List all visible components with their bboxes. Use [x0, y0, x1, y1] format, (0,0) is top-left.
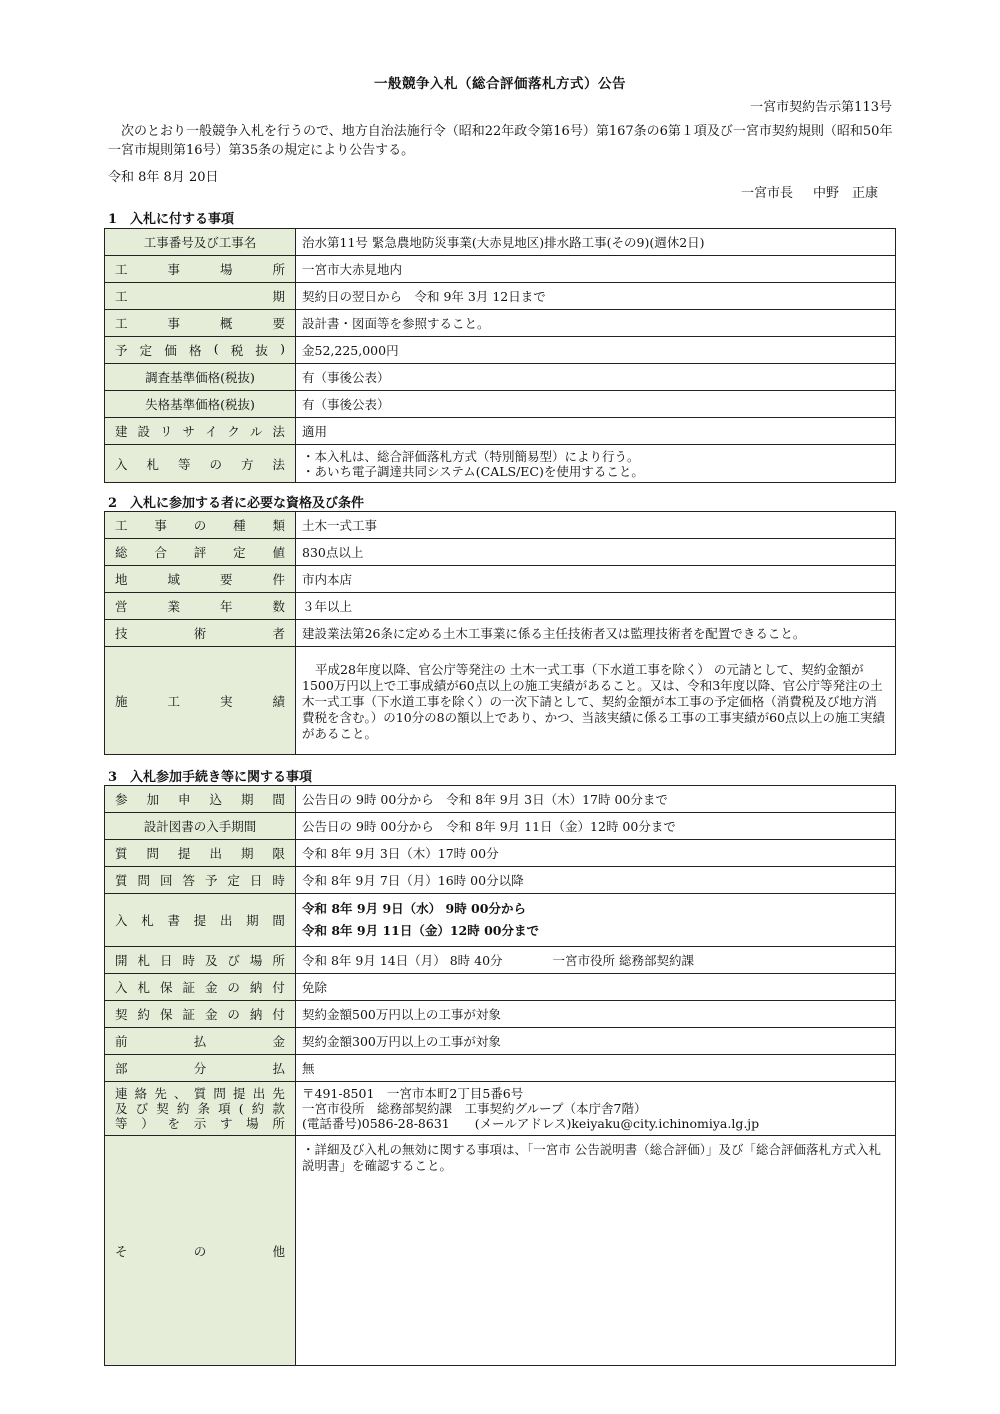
row-value: 契約金額500万円以上の工事が対象 — [296, 1001, 896, 1028]
label-char: 先 — [154, 1086, 167, 1101]
label-char: 所 — [272, 262, 285, 277]
row-label — [105, 256, 296, 283]
label-char: サ — [182, 424, 195, 439]
table-row — [105, 1082, 896, 1136]
label-char: ( — [213, 341, 219, 356]
label-char: 間 — [272, 792, 285, 807]
label-char: 術 — [193, 626, 207, 641]
label-char: 前 — [115, 1034, 128, 1049]
label-char: 要 — [219, 572, 233, 587]
row-label — [105, 283, 296, 310]
label-char: 期 — [246, 913, 259, 928]
label-char: 払 — [272, 1061, 285, 1076]
row-value: 一宮市大赤見地内 — [296, 256, 896, 283]
row-value: 免除 — [296, 974, 896, 1001]
label-char: 工 — [115, 262, 128, 277]
row-value: 令和 8年 9月 14日（月） 8時 40分 一宮市役所 総務部契約課 — [296, 947, 896, 974]
label-char: 先 — [272, 1086, 285, 1101]
row-value: 令和 8年 9月 7日（月）16時 00分以降 — [296, 867, 896, 894]
label-char: 入 — [115, 456, 128, 472]
label-text — [115, 1086, 285, 1101]
row-label — [105, 947, 296, 974]
label-char: の — [193, 518, 207, 533]
row-label — [105, 1028, 296, 1055]
row-label — [105, 786, 296, 813]
label-char: 施 — [115, 693, 128, 709]
method-line-2: ・あいち電子調達共同システム(CALS/EC)を使用すること。 — [302, 463, 644, 479]
label-char: 約 — [137, 1007, 150, 1022]
label-char: 事 — [154, 518, 167, 533]
label-text — [115, 844, 285, 862]
label-text — [115, 422, 285, 440]
label-text — [115, 911, 285, 929]
row-label — [105, 445, 296, 483]
row-value: 公告日の 9時 00分から 令和 8年 9月 3日（木）17時 00分まで — [296, 786, 896, 813]
label-char: 提 — [233, 1086, 246, 1101]
row-label — [105, 647, 296, 755]
row-label — [105, 593, 296, 620]
row-label — [105, 974, 296, 1001]
label-char: 契 — [156, 1101, 169, 1116]
label-char: 証 — [182, 1007, 195, 1022]
label-char: ) — [280, 341, 285, 356]
row-label — [105, 566, 296, 593]
table-row — [105, 620, 896, 647]
label-char: 種 — [233, 518, 246, 533]
table-row — [105, 364, 896, 391]
label-text — [115, 1101, 285, 1116]
label-char: 納 — [249, 980, 263, 995]
row-value: 有（事後公表） — [296, 364, 896, 391]
label-char: 込 — [209, 792, 222, 807]
table-row — [105, 566, 896, 593]
table-row — [105, 894, 896, 947]
row-value: 建設業法第26条に定める土木工事業に係る主任技術者又は監理技術者を配置できること。 — [296, 620, 896, 647]
label-char: 札 — [141, 913, 154, 928]
row-label — [105, 894, 296, 947]
row-value: 土木一式工事 — [296, 512, 896, 539]
label-char: 提 — [177, 846, 191, 861]
row-label — [105, 867, 296, 894]
label-char: 参 — [115, 792, 128, 807]
label-char: 定 — [227, 873, 240, 888]
label-char: 出 — [252, 1086, 266, 1101]
label-char: 年 — [219, 599, 233, 614]
label-char: ル — [249, 424, 263, 439]
label-char: 日 — [159, 953, 173, 968]
mayor-signature — [741, 182, 878, 201]
row-label — [105, 512, 296, 539]
label-char: 金 — [272, 1034, 285, 1049]
label-char: 設 — [137, 424, 150, 439]
label-text — [115, 1032, 285, 1050]
mayor-title: 一宮市長 — [740, 186, 793, 201]
label-char: 類 — [272, 518, 285, 533]
label-char: を — [167, 1116, 180, 1131]
label-char: 証 — [182, 980, 195, 995]
label-char: の — [209, 456, 222, 472]
label-char: 法 — [272, 456, 285, 472]
row-label — [105, 620, 296, 647]
row-value: 市内本店 — [296, 566, 896, 593]
row-label — [105, 310, 296, 337]
label-char: 要 — [272, 316, 285, 331]
row-value: 令和 8年 9月 3日（木）17時 00分 — [296, 840, 896, 867]
label-char: 問 — [213, 1086, 226, 1101]
label-char: 場 — [219, 262, 233, 277]
label-char: 入 — [115, 980, 128, 995]
label-text — [115, 570, 285, 588]
row-value: 金52,225,000円 — [296, 337, 896, 364]
label-char: 評 — [193, 545, 207, 560]
row-value: 有（事後公表） — [296, 391, 896, 418]
label-char: 定 — [139, 343, 153, 358]
label-char: び — [135, 1101, 149, 1116]
label-char: 分 — [193, 1061, 207, 1076]
section-2-table — [104, 511, 896, 755]
label-char: ク — [227, 424, 240, 439]
label-char: 札 — [137, 953, 150, 968]
notice-number: 一宮市契約告示第113号 — [750, 100, 892, 115]
table-row — [105, 647, 896, 755]
row-label: 設計図書の入手期間 — [105, 813, 296, 840]
label-char: 開 — [115, 953, 128, 968]
table-row — [105, 867, 896, 894]
row-value: ３年以上 — [296, 593, 896, 620]
label-char: 間 — [272, 913, 285, 928]
label-char: 工 — [115, 316, 128, 331]
row-value: 適用 — [296, 418, 896, 445]
label-char: 回 — [159, 873, 173, 888]
label-char: 質 — [115, 873, 128, 888]
row-value: ・詳細及び入札の無効に関する事項は、「一宮市 公告説明書（総合評価）」及び「総合評価落札方式入札説明書」を確認すること。 — [296, 1136, 896, 1366]
label-char: 提 — [193, 913, 207, 928]
section-3-heading: 3 入札参加手続き等に関する事項 — [108, 770, 313, 785]
table-row — [105, 310, 896, 337]
table-row — [105, 1028, 896, 1055]
label-char: 合 — [154, 545, 167, 560]
table-row — [105, 418, 896, 445]
label-text — [115, 260, 285, 278]
label-char: 方 — [240, 456, 254, 472]
label-char: 出 — [209, 846, 222, 861]
label-char: 格 — [189, 343, 202, 358]
bid-period-start: 令和 8年 9月 9日（水） 9時 00分から — [302, 901, 526, 916]
row-value — [296, 445, 896, 483]
label-char: 総 — [115, 545, 128, 560]
label-char: 入 — [115, 913, 128, 928]
contact-address: 〒491-8501 一宮市本町2丁目5番6号 — [302, 1086, 524, 1101]
label-char: 款 — [272, 1101, 285, 1116]
label-char: 予 — [204, 873, 218, 888]
label-char: 者 — [272, 626, 285, 641]
label-text — [115, 951, 285, 969]
table-row — [105, 813, 896, 840]
section-1-table — [104, 228, 896, 483]
label-char: 所 — [272, 1116, 285, 1131]
table-row — [105, 256, 896, 283]
label-char: 条 — [197, 1101, 211, 1116]
row-value: 830点以上 — [296, 539, 896, 566]
label-char: 質 — [193, 1086, 207, 1101]
label-char: 時 — [272, 873, 285, 888]
label-char: 払 — [193, 1034, 207, 1049]
contact-office: 一宮市役所 総務部契約課 工事契約グループ（本庁舎7階） — [302, 1101, 647, 1116]
label-char: 実 — [219, 693, 233, 709]
table-row — [105, 337, 896, 364]
label-char: 約 — [251, 1101, 265, 1116]
table-row — [105, 947, 896, 974]
label-char: 事 — [167, 262, 180, 277]
label-char: 金 — [204, 1007, 218, 1022]
section-1-heading: 1 入札に付する事項 — [108, 212, 235, 227]
label-char: 答 — [182, 873, 195, 888]
notice-date: 令和 8年 8月 20日 — [108, 170, 219, 185]
label-char: 申 — [177, 792, 191, 807]
label-char: 概 — [219, 316, 233, 331]
label-char: ） — [141, 1116, 154, 1131]
label-char: 等 — [115, 1116, 128, 1131]
label-char: の — [193, 1243, 207, 1259]
label-char: 場 — [249, 953, 263, 968]
table-row — [105, 283, 896, 310]
label-char: 法 — [272, 424, 285, 439]
row-value: 無 — [296, 1055, 896, 1082]
label-char: 技 — [115, 626, 128, 641]
table-row — [105, 840, 896, 867]
label-text — [115, 455, 285, 473]
table-row — [105, 1136, 896, 1366]
row-value: 公告日の 9時 00分から 令和 8年 9月 11日（金）12時 00分まで — [296, 813, 896, 840]
label-char: 所 — [272, 953, 285, 968]
label-char: 絡 — [134, 1086, 148, 1101]
row-label — [105, 1055, 296, 1082]
table-row — [105, 593, 896, 620]
label-text — [115, 1242, 285, 1260]
label-char: 金 — [204, 980, 218, 995]
label-char: イ — [204, 424, 218, 439]
label-char: 部 — [115, 1061, 128, 1076]
label-text — [115, 790, 285, 808]
label-text — [115, 516, 285, 534]
label-char: 札 — [137, 980, 150, 995]
row-value: 設計書・図面等を参照すること。 — [296, 310, 896, 337]
table-row — [105, 445, 896, 483]
section-3-table — [104, 785, 896, 1366]
label-char: 及 — [115, 1101, 128, 1116]
label-char: 納 — [249, 1007, 263, 1022]
row-value — [296, 1082, 896, 1136]
label-char: 工 — [115, 518, 128, 533]
label-char: 書 — [167, 913, 180, 928]
label-text — [115, 624, 285, 642]
table-row — [105, 512, 896, 539]
label-char: 問 — [137, 873, 150, 888]
label-char: 業 — [167, 599, 180, 614]
label-char: 価 — [164, 343, 177, 358]
label-text — [115, 314, 285, 332]
table-row — [105, 1055, 896, 1082]
label-char: 付 — [272, 980, 285, 995]
label-char: 連 — [115, 1086, 128, 1101]
row-label — [105, 840, 296, 867]
label-text — [115, 543, 285, 561]
label-char: 抜 — [255, 343, 268, 358]
label-char: 時 — [182, 953, 195, 968]
label-char: 数 — [272, 599, 285, 614]
label-char: そ — [115, 1243, 128, 1259]
label-char: 工 — [167, 693, 180, 709]
label-text — [115, 871, 285, 889]
label-char: 加 — [146, 792, 159, 807]
label-text — [115, 287, 285, 305]
label-char: 保 — [159, 980, 173, 995]
notice-title: 一般競争入札（総合評価落札方式）公告 — [374, 76, 626, 92]
label-char: 他 — [272, 1243, 285, 1259]
label-text — [115, 341, 285, 359]
table-row — [105, 974, 896, 1001]
label-text — [115, 978, 285, 996]
label-char: 期 — [240, 846, 254, 861]
label-char: 域 — [167, 572, 180, 587]
label-char: 事 — [167, 316, 180, 331]
label-char: 日 — [249, 873, 263, 888]
label-char: 及 — [204, 953, 218, 968]
label-char: 付 — [272, 1007, 285, 1022]
row-label: 失格基準価格(税抜) — [105, 391, 296, 418]
method-line-1: ・本入札は、総合評価落札方式（特別簡易型）により行う。 — [302, 448, 640, 464]
label-char: 工 — [115, 289, 128, 304]
label-char: 場 — [246, 1116, 259, 1131]
intro-text: 次のとおり一般競争入札を行うので、地方自治法施行令（昭和22年政令第16号）第167条の6第１項及び一宮市契約規則（昭和50年一宮市規則第16号）第35条の規定により公告する。 — [108, 124, 893, 158]
label-char: 営 — [115, 599, 128, 614]
label-char: す — [219, 1116, 233, 1131]
label-text — [115, 597, 285, 615]
label-text — [115, 692, 285, 710]
row-value: 平成28年度以降、官公庁等発注の 土木一式工事（下水道工事を除く） の元請として、契約金額が1500万円以上で工事成績が60点以上の施工実績があること。又は、令和3年度以降、官公庁等発注の土木一式工事（下水道工事を除く）の一次下請として、契約金額が本工事の予定価格（消費税及び地方消費税を含む。）の10分の8の額以上であり、かつ、当該実績に係る工事の工事実績が60点以上の施工実績があること。 — [296, 647, 896, 755]
label-char: ( — [238, 1101, 244, 1116]
row-label — [105, 1136, 296, 1366]
label-char: 限 — [272, 846, 285, 861]
label-char: 績 — [272, 693, 285, 709]
label-char: 税 — [230, 343, 244, 358]
label-char: 等 — [177, 456, 191, 472]
label-char: の — [227, 980, 240, 995]
label-char: 保 — [159, 1007, 173, 1022]
label-char: 値 — [272, 545, 285, 560]
label-char: び — [227, 953, 240, 968]
label-char: 契 — [115, 1007, 128, 1022]
label-char: リ — [159, 424, 173, 439]
label-char: 問 — [146, 846, 159, 861]
table-row — [105, 786, 896, 813]
table-row — [105, 539, 896, 566]
label-char: 示 — [193, 1116, 207, 1131]
row-value: 治水第11号 緊急農地防災事業(大赤見地区)排水路工事(その9)(週休2日) — [296, 229, 896, 256]
row-label — [105, 418, 296, 445]
label-char: の — [227, 1007, 240, 1022]
row-label: 調査基準価格(税抜) — [105, 364, 296, 391]
row-value: 契約金額300万円以上の工事が対象 — [296, 1028, 896, 1055]
label-char: 出 — [219, 913, 233, 928]
section-2-heading: 2 入札に参加する者に必要な資格及び条件 — [108, 496, 365, 511]
row-label: 工事番号及び工事名 — [105, 229, 296, 256]
row-label — [105, 337, 296, 364]
row-value — [296, 894, 896, 947]
label-char: 予 — [115, 343, 128, 358]
label-char: 件 — [272, 572, 285, 587]
row-label — [105, 1082, 296, 1136]
row-label — [105, 1001, 296, 1028]
label-char: 建 — [115, 424, 128, 439]
label-char: 、 — [174, 1086, 187, 1101]
bid-period-end: 令和 8年 9月 11日（金）12時 00分まで — [302, 923, 539, 938]
table-row — [105, 1001, 896, 1028]
label-text — [115, 1059, 285, 1077]
table-row — [105, 229, 896, 256]
contact-phone-email: (電話番号)0586-28-8631 (メールアドレス)keiyaku@city.ichinomiya.lg.jp — [302, 1116, 760, 1131]
label-char: 札 — [146, 456, 159, 472]
label-text — [115, 1116, 285, 1131]
row-label — [105, 539, 296, 566]
label-char: 地 — [115, 572, 128, 587]
label-char: 定 — [233, 545, 246, 560]
mayor-name: 中野 正康 — [812, 186, 878, 201]
label-char: 質 — [115, 846, 128, 861]
label-text — [115, 1005, 285, 1023]
label-char: 約 — [176, 1101, 190, 1116]
label-char: 項 — [218, 1101, 231, 1116]
table-row — [105, 391, 896, 418]
label-char: 期 — [240, 792, 254, 807]
row-value: 契約日の翌日から 令和 9年 3月 12日まで — [296, 283, 896, 310]
label-char: 期 — [272, 289, 285, 304]
